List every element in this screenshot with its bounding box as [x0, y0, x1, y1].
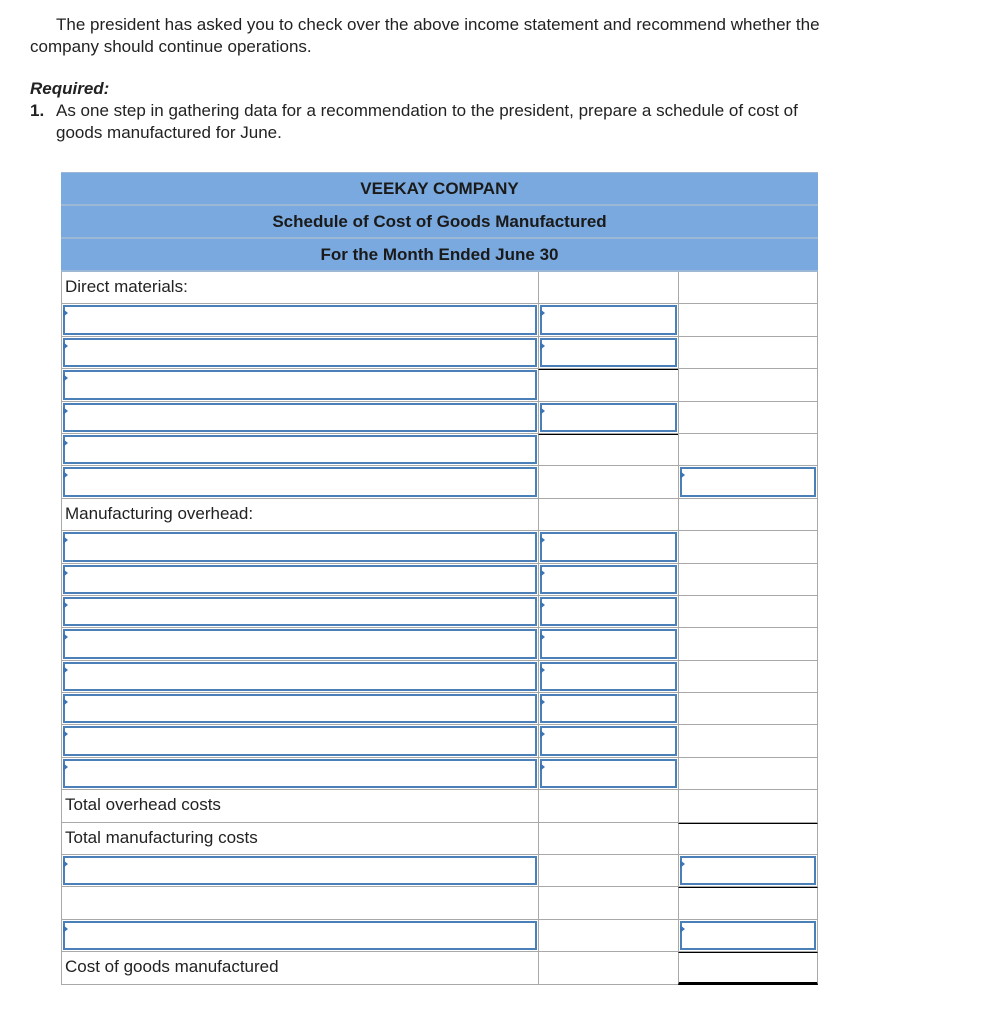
- dm-total-row: [61, 466, 818, 498]
- moh-label-input[interactable]: [63, 629, 537, 658]
- total-overhead-label: Total overhead costs: [65, 795, 221, 815]
- direct-materials-row: [61, 272, 818, 304]
- wip-end-amount-input[interactable]: [680, 921, 816, 950]
- schedule-title: Schedule of Cost of Goods Manufactured: [61, 206, 818, 239]
- moh-label-input[interactable]: [63, 726, 537, 755]
- overhead-row: [61, 499, 818, 531]
- direct-materials-label: Direct materials:: [65, 277, 188, 296]
- moh-label-input[interactable]: [63, 694, 537, 723]
- schedule-period: For the Month Ended June 30: [61, 239, 818, 272]
- dm-label-input[interactable]: [63, 435, 537, 464]
- wip-end-label-input[interactable]: [63, 921, 537, 950]
- dm-row: [61, 337, 818, 369]
- dm-label-input[interactable]: [63, 403, 537, 432]
- moh-label-input[interactable]: [63, 597, 537, 626]
- moh-label-input[interactable]: [63, 759, 537, 788]
- cogm-label: Cost of goods manufactured: [65, 957, 279, 977]
- moh-amount-input[interactable]: [540, 759, 677, 788]
- dm-row: [61, 434, 818, 466]
- moh-row: [61, 628, 818, 660]
- moh-row: [61, 693, 818, 725]
- dm-row: [61, 304, 818, 336]
- dm-amount-input[interactable]: [540, 403, 677, 432]
- dm-label-input[interactable]: [63, 305, 537, 334]
- dm-row: [61, 402, 818, 434]
- company-name: VEEKAY COMPANY: [61, 172, 818, 206]
- required-label: Required:: [30, 79, 110, 98]
- intro-text: [30, 14, 930, 58]
- moh-amount-input[interactable]: [540, 532, 677, 561]
- moh-amount-input[interactable]: [540, 565, 677, 594]
- moh-label-input[interactable]: [63, 662, 537, 691]
- cogm-schedule: [61, 172, 818, 985]
- moh-label-input[interactable]: [63, 565, 537, 594]
- moh-amount-input[interactable]: [540, 726, 677, 755]
- total-manufacturing-row: [61, 823, 818, 855]
- dm-total-amount-input[interactable]: [680, 467, 816, 496]
- item-number: 1.: [30, 101, 45, 120]
- dm-amount-input[interactable]: [540, 305, 677, 334]
- item-line-2: goods manufactured for June.: [56, 123, 282, 142]
- moh-row: [61, 758, 818, 790]
- dm-label-input[interactable]: [63, 338, 537, 367]
- item-line-1: As one step in gathering data for a recommendation to the president, prepare a schedule of cost of: [56, 101, 798, 120]
- required-item-1: [30, 100, 910, 144]
- intro-line-2: company should continue operations.: [30, 37, 312, 56]
- wip-row: [61, 855, 818, 887]
- moh-amount-input[interactable]: [540, 597, 677, 626]
- moh-row: [61, 531, 818, 563]
- dm-amount-input[interactable]: [540, 338, 677, 367]
- cogm-row: [61, 952, 818, 984]
- wip-end-row: [61, 920, 818, 952]
- blank-row: [61, 887, 818, 919]
- wip-label-input[interactable]: [63, 856, 537, 885]
- manufacturing-overhead-label: Manufacturing overhead:: [65, 503, 254, 523]
- moh-row: [61, 725, 818, 757]
- moh-row: [61, 596, 818, 628]
- total-overhead-row: [61, 790, 818, 822]
- total-manufacturing-label: Total manufacturing costs: [65, 827, 258, 847]
- dm-total-label-input[interactable]: [63, 467, 537, 496]
- wip-amount-input[interactable]: [680, 856, 816, 885]
- moh-label-input[interactable]: [63, 532, 537, 561]
- intro-line-1: The president has asked you to check over the above income statement and recommend whether the: [56, 15, 820, 34]
- dm-row: [61, 369, 818, 401]
- moh-row: [61, 564, 818, 596]
- moh-amount-input[interactable]: [540, 694, 677, 723]
- dm-label-input[interactable]: [63, 370, 537, 399]
- moh-row: [61, 661, 818, 693]
- moh-amount-input[interactable]: [540, 662, 677, 691]
- moh-amount-input[interactable]: [540, 629, 677, 658]
- cogm-amount-cell: [678, 952, 818, 984]
